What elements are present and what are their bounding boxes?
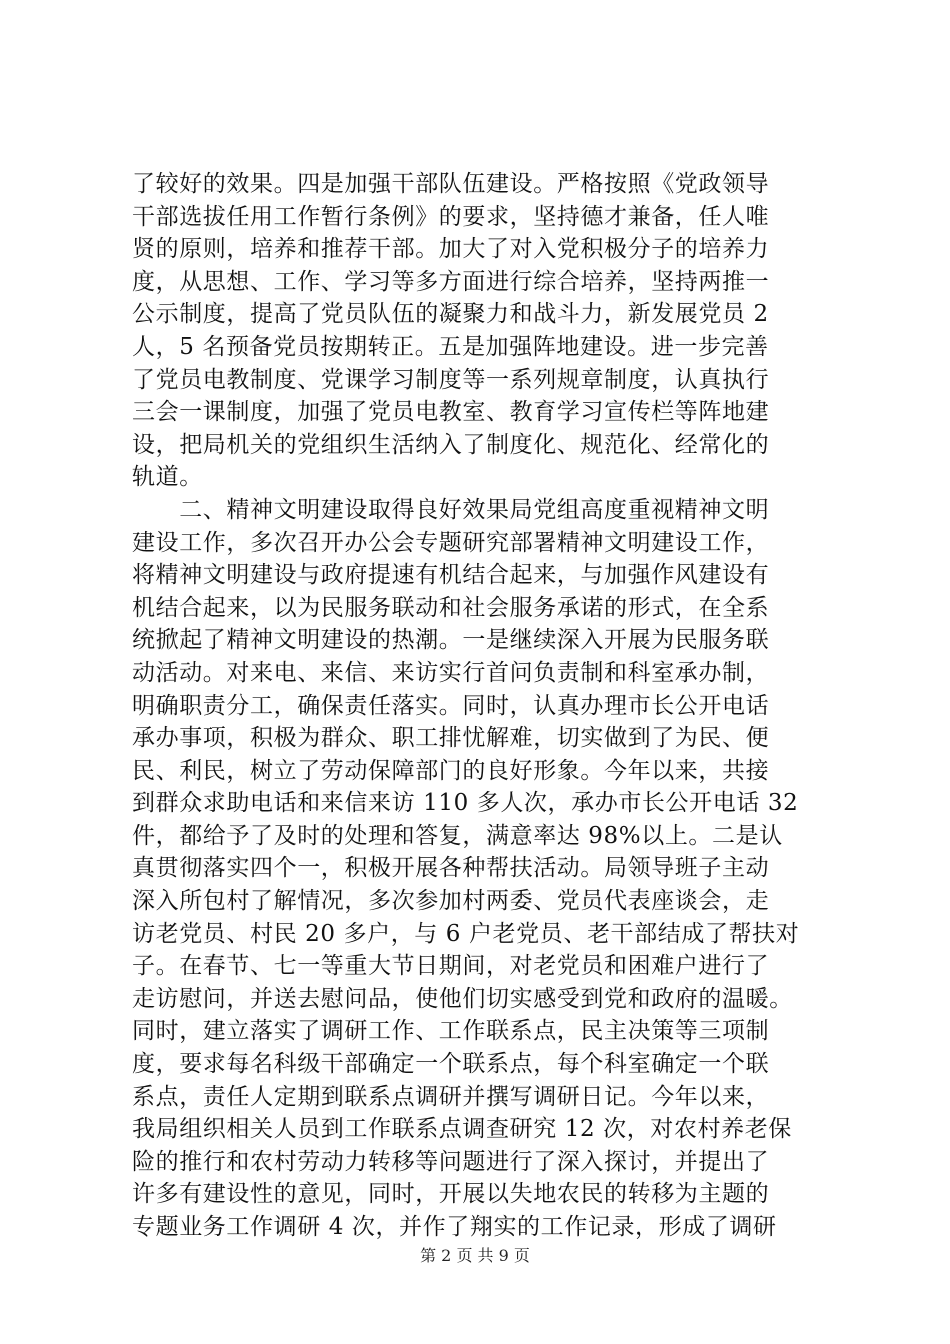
text-line: 人，5 名预备党员按期转正。五是加强阵地建设。进一步完善 <box>132 333 769 360</box>
text-line: 同时，建立落实了调研工作、工作联系点，民主决策等三项制 <box>132 1018 770 1045</box>
text-line: 设，把局机关的党组织生活纳入了制度化、规范化、经常化的 <box>132 431 770 458</box>
page-footer: 第 2 页 共 9 页 <box>420 1246 530 1265</box>
text-line: 专题业务工作调研 4 次，并作了翔实的工作记录，形成了调研 <box>132 1214 777 1240</box>
text-line: 度，从思想、工作、学习等多方面进行综合培养，坚持两推一 <box>132 268 770 295</box>
text-line: 统掀起了精神文明建设的热潮。一是继续深入开展为民服务联 <box>132 627 770 654</box>
text-line: 民、利民，树立了劳动保障部门的良好形象。今年以来，共接 <box>132 757 770 784</box>
text-line: 将精神文明建设与政府提速有机结合起来，与加强作风建设有 <box>132 562 770 589</box>
text-line: 真贯彻落实四个一，积极开展各种帮扶活动。局领导班子主动 <box>132 855 770 882</box>
text-line: 建设工作，多次召开办公会专题研究部署精神文明建设工作， <box>132 529 770 556</box>
text-line: 到群众求助电话和来信来访 110 多人次，承办市长公开电话 32 <box>132 790 799 817</box>
text-line: 干部选拔任用工作暂行条例》的要求，坚持德才兼备，任人唯 <box>132 203 770 230</box>
text-line: 明确职责分工，确保责任落实。同时，认真办理市长公开电话 <box>132 692 770 719</box>
text-line: 了党员电教制度、党课学习制度等一系列规章制度，认真执行 <box>132 366 770 393</box>
text-line: 深入所包村了解情况，多次参加村两委、党员代表座谈会，走 <box>132 888 770 915</box>
text-line: 公示制度，提高了党员队伍的凝聚力和战斗力，新发展党员 2 <box>132 301 769 328</box>
text-line: 系点，责任人定期到联系点调研并撰写调研日记。今年以来， <box>132 1083 770 1110</box>
text-line: 许多有建设性的意见，同时，开展以失地农民的转移为主题的 <box>132 1181 770 1208</box>
text-line: 访老党员、村民 20 多户，与 6 户老党员、老干部结成了帮扶对 <box>132 920 800 947</box>
body-text <box>132 168 822 1244</box>
text-line: 二、精神文明建设取得良好效果局党组高度重视精神文明 <box>132 496 770 523</box>
text-line: 贤的原则，培养和推荐干部。加大了对入党积极分子的培养力 <box>132 236 770 263</box>
text-line: 承办事项，积极为群众、职工排忧解难，切实做到了为民、便 <box>132 725 770 752</box>
text-line: 件，都给予了及时的处理和答复，满意率达 98%以上。二是认 <box>132 822 783 849</box>
text-line: 走访慰问，并送去慰问品，使他们切实感受到党和政府的温暖。 <box>132 985 793 1012</box>
text-line: 三会一课制度，加强了党员电教室、教育学习宣传栏等阵地建 <box>132 399 770 426</box>
text-line: 机结合起来，以为民服务联动和社会服务承诺的形式，在全系 <box>132 594 770 621</box>
text-line: 了较好的效果。四是加强干部队伍建设。严格按照《党政领导 <box>132 171 770 197</box>
text-line: 子。在春节、七一等重大节日期间，对老党员和困难户进行了 <box>132 953 770 980</box>
text-line: 险的推行和农村劳动力转移等问题进行了深入探讨，并提出了 <box>132 1148 770 1175</box>
text-line: 度，要求每名科级干部确定一个联系点，每个科室确定一个联 <box>132 1051 770 1078</box>
text-line: 动活动。对来电、来信、来访实行首问负责制和科室承办制， <box>132 659 770 686</box>
text-line: 轨道。 <box>132 464 203 491</box>
text-line: 我局组织相关人员到工作联系点调查研究 12 次，对农村养老保 <box>132 1116 792 1143</box>
